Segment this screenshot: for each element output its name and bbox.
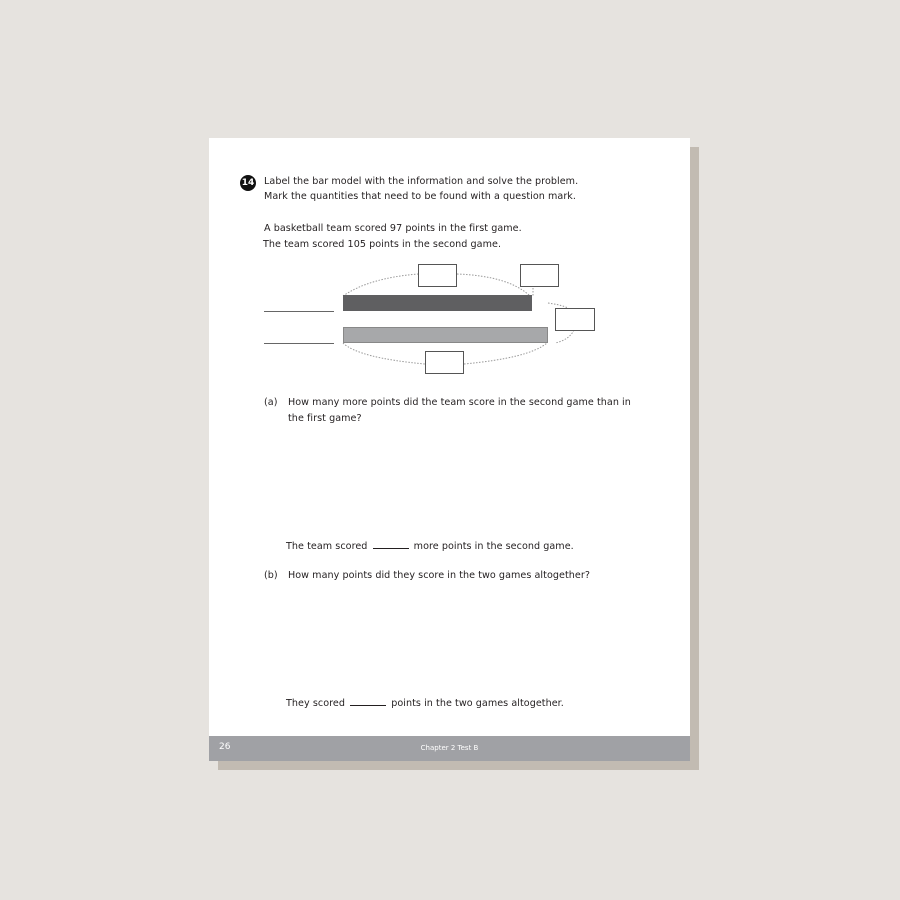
second-game-value-box[interactable] — [425, 351, 464, 374]
bar2-label-line[interactable] — [264, 343, 334, 344]
part-a-question-line-2: the first game? — [288, 413, 362, 424]
difference-label-box[interactable] — [555, 308, 595, 331]
first-game-value-box[interactable] — [520, 264, 559, 287]
first-game-bar — [343, 295, 532, 311]
bar1-label-line[interactable] — [264, 311, 334, 312]
question-number-badge: 14 — [240, 175, 256, 191]
worksheet-page — [209, 138, 690, 761]
part-a-answer-sentence — [286, 539, 574, 552]
part-b-answer-sentence — [286, 696, 564, 709]
instruction-line-1: Label the bar model with the information and solve the problem. — [264, 176, 579, 187]
chapter-title: Chapter 2 Test B — [420, 744, 479, 752]
total-top-label-box[interactable] — [418, 264, 457, 287]
part-a-answer-pre: The team scored — [286, 541, 368, 552]
part-a-answer-blank[interactable] — [373, 539, 409, 549]
problem-line-1: A basketball team scored 97 points in the first game. — [264, 223, 522, 234]
part-b-answer-blank[interactable] — [350, 696, 386, 706]
part-a-question-line-1: How many more points did the team score in the second game than in — [288, 397, 631, 408]
part-b-answer-post: points in the two games altogether. — [391, 698, 564, 709]
page-number: 26 — [219, 742, 231, 752]
instruction-line-2: Mark the quantities that need to be found with a question mark. — [264, 191, 577, 202]
part-b-label: (b) — [264, 570, 278, 581]
part-b-answer-pre: They scored — [286, 698, 345, 709]
second-game-bar — [343, 327, 548, 343]
part-b-question: How many points did they score in the two games altogether? — [288, 570, 590, 581]
page-footer — [209, 736, 690, 761]
part-a-label: (a) — [264, 397, 278, 408]
part-a-answer-post: more points in the second game. — [413, 541, 574, 552]
problem-line-2: The team scored 105 points in the second game. — [263, 239, 502, 250]
